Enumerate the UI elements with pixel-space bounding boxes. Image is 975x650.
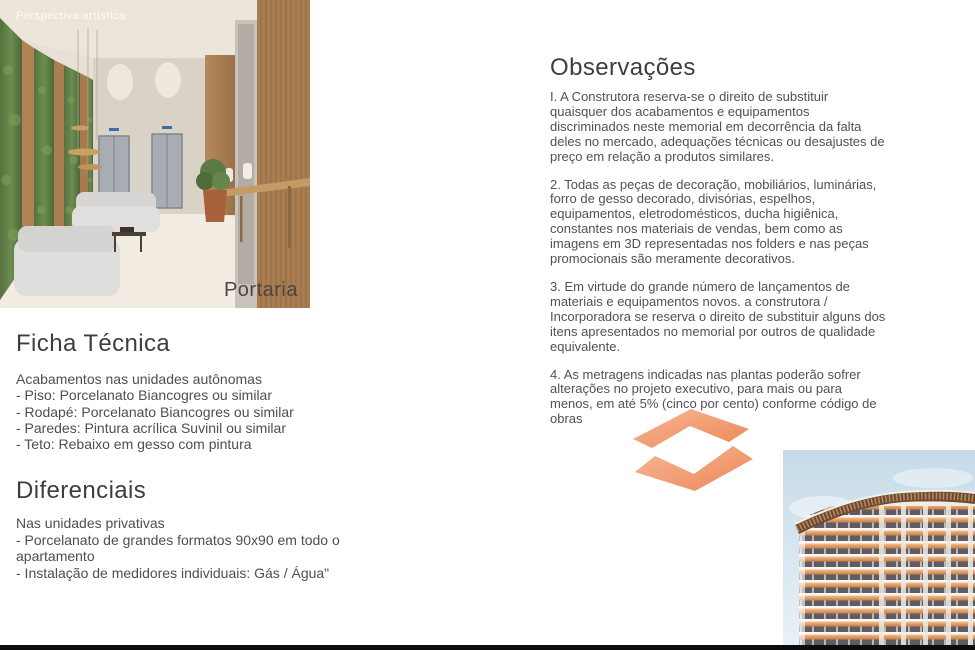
diferenciais-intro: Nas unidades privativas xyxy=(16,515,165,531)
observacoes-paragraph: 2. Todas as peças de decoração, mobiliários, luminárias, forro de gesso decorado, divisórias, espelhos, equipamentos, eletrodomésticos, ducha higiênica, constantes nos materiais de vendas, bem como as imagens em 3D representadas nos folders e nas peças promocionais são meramente decorativos. xyxy=(550,176,877,267)
ficha-tecnica-item: - Piso: Porcelanato Biancogres ou similar xyxy=(16,387,273,404)
lobby-photo xyxy=(0,0,310,308)
perspectiva-artistica-label: Perspectiva artística xyxy=(16,10,126,22)
ficha-tecnica-list xyxy=(16,371,378,452)
observacoes-paragraph: I. A Construtora reserva-se o direito de substituir quaisquer dos acabamentos e equipamentos discriminados neste memorial em decorrência da falta deles no mercado, adequações técnicas ou desajustes de preço em relação a produtos similares. xyxy=(550,89,885,164)
building-photo xyxy=(783,450,975,646)
ficha-tecnica-item: - Paredes: Pintura acrílica Suvinil ou similar xyxy=(16,419,286,436)
observacoes-paragraph: 3. Em virtude do grande número de lançamentos de materiais e equipamentos novos. a construtora / Incorporadora se reserva o direito de substituir alguns dos itens apresentados no memorial por outros de qualidade equivalente. xyxy=(550,278,886,354)
diferenciais-list xyxy=(16,515,368,581)
observacoes-text xyxy=(550,90,888,440)
ficha-tecnica-item: - Rodapé: Porcelanato Biancogres ou similar xyxy=(16,403,294,420)
diferenciais-title: Diferenciais xyxy=(16,477,147,504)
portaria-label: Portaria xyxy=(223,279,298,301)
building-illustration xyxy=(783,450,975,646)
lobby-illustration xyxy=(0,0,310,308)
bottom-bar xyxy=(0,645,975,650)
observacoes-paragraph: 4. As metragens indicadas nas plantas poderão sofrer alterações no projeto executivo, para mais ou para menos, em até 5% (cinco por cento) conforme código de obras xyxy=(550,366,877,427)
diferenciais-item: - Porcelanato de grandes formatos 90x90 em todo o apartamento xyxy=(16,531,340,565)
observacoes-title: Observações xyxy=(550,54,696,81)
diferenciais-item: - Instalação de medidores individuais: Gás / Água" xyxy=(16,564,330,581)
ficha-tecnica-intro: Acabamentos nas unidades autônomas xyxy=(16,371,262,387)
ficha-tecnica-title: Ficha Técnica xyxy=(16,330,171,357)
ficha-tecnica-item: - Teto: Rebaixo em gesso com pintura xyxy=(16,436,252,453)
